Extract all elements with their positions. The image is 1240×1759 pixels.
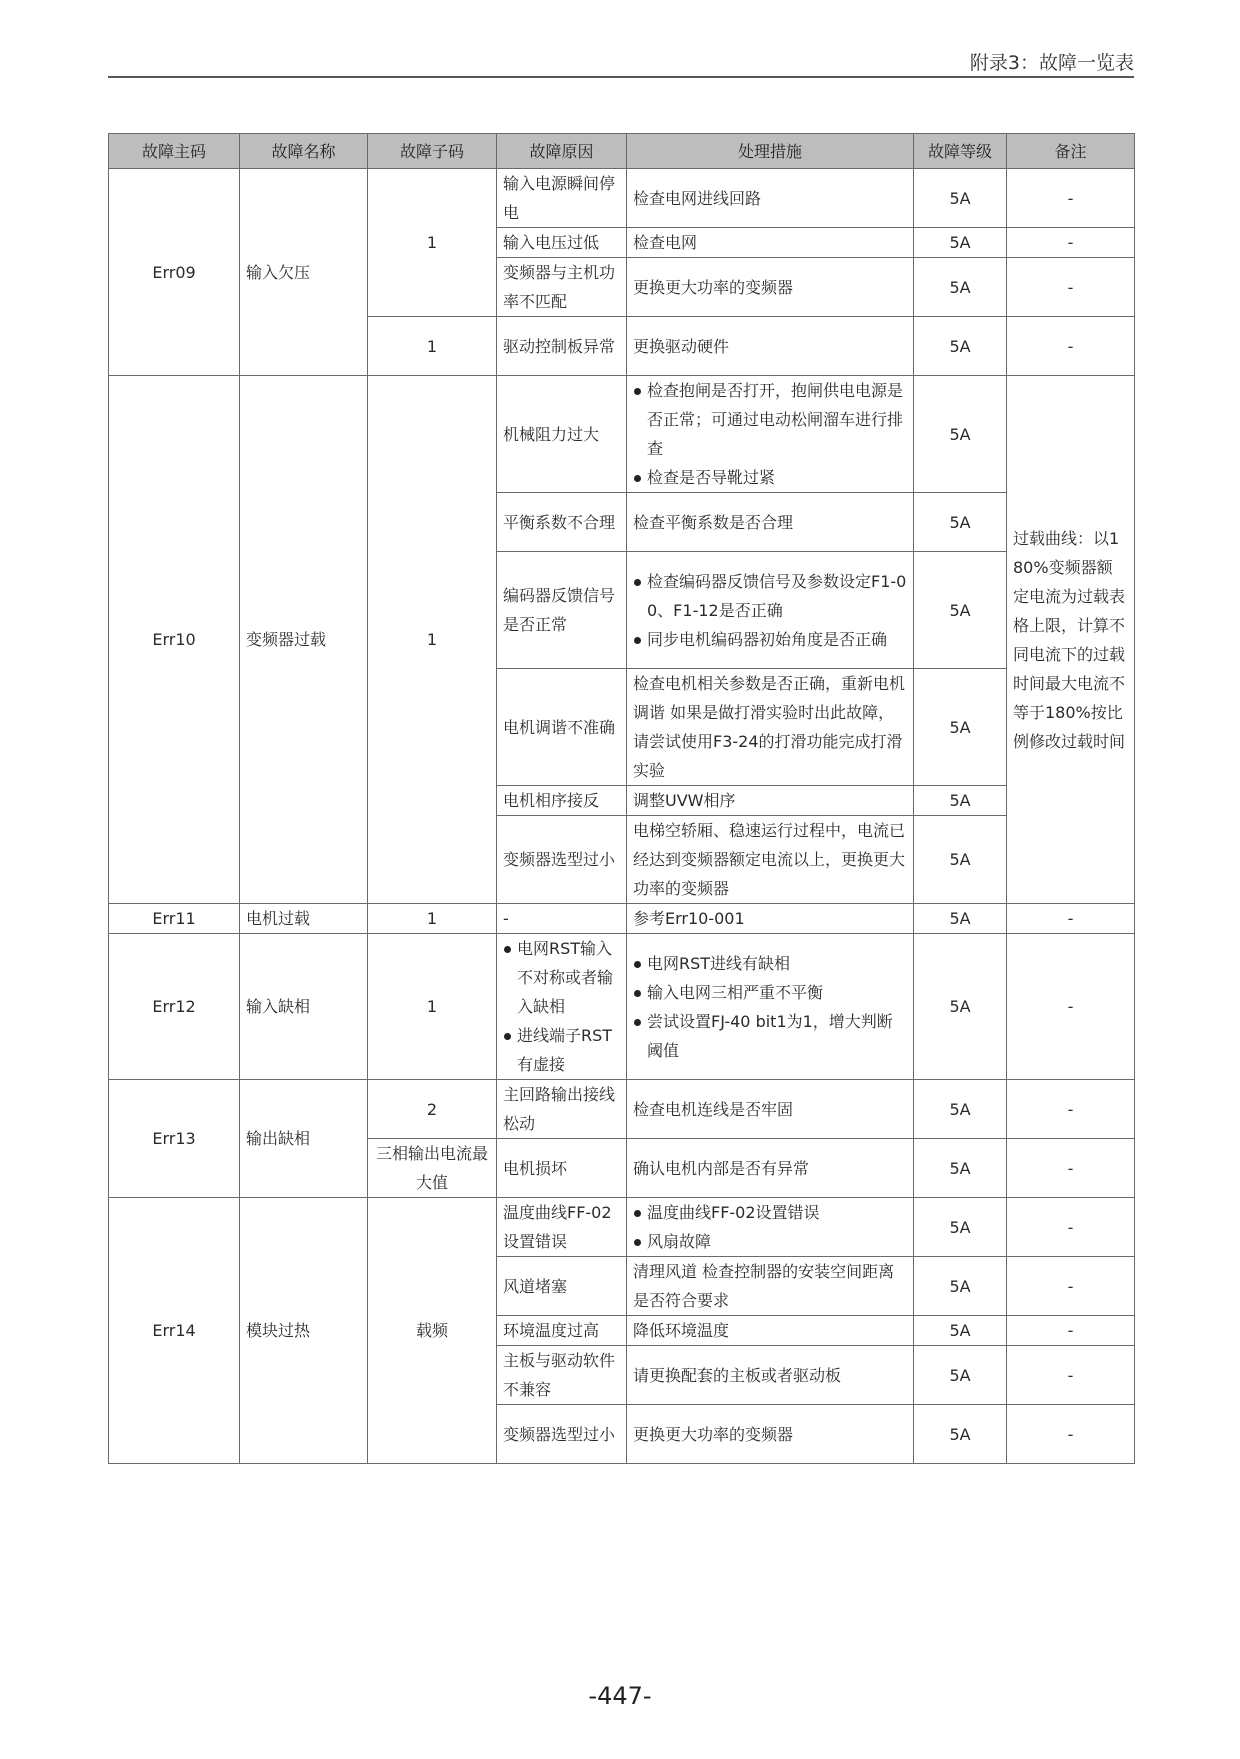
sub-code: 2 <box>368 1080 497 1139</box>
fault-level: 5A <box>914 786 1007 816</box>
fault-cause: 编码器反馈信号是否正常 <box>497 552 627 669</box>
fault-action: 请更换配套的主板或者驱动板 <box>627 1346 914 1405</box>
sub-code: 三相输出电流最大值 <box>368 1139 497 1198</box>
column-header-fault-name: 故障名称 <box>240 134 368 169</box>
page-header-title: 附录3：故障一览表 <box>969 52 1134 74</box>
table-row <box>109 169 1135 228</box>
fault-level: 5A <box>914 228 1007 258</box>
fault-name: 电机过载 <box>240 904 368 934</box>
fault-note: - <box>1007 1080 1135 1139</box>
fault-cause: 环境温度过高 <box>497 1316 627 1346</box>
fault-action: 调整UVW相序 <box>627 786 914 816</box>
fault-action: 降低环境温度 <box>627 1316 914 1346</box>
fault-cause: 变频器与主机功率不匹配 <box>497 258 627 317</box>
table-row <box>109 376 1135 493</box>
fault-name: 输出缺相 <box>240 1080 368 1198</box>
fault-action: 参考Err10-001 <box>627 904 914 934</box>
fault-level: 5A <box>914 1405 1007 1464</box>
fault-cause: 电机损坏 <box>497 1139 627 1198</box>
fault-level: 5A <box>914 552 1007 669</box>
fault-action: 电梯空轿厢、稳速运行过程中，电流已经达到变频器额定电流以上，更换更大功率的变频器 <box>627 816 914 904</box>
action-bullet: 检查抱闸是否打开，抱闸供电电源是否正常；可通过电动松闸溜车进行排查 <box>633 376 907 463</box>
fault-level: 5A <box>914 376 1007 493</box>
fault-code: Err14 <box>109 1198 240 1464</box>
fault-level: 5A <box>914 317 1007 376</box>
fault-note: - <box>1007 904 1135 934</box>
fault-action: 更换更大功率的变频器 <box>627 1405 914 1464</box>
fault-code: Err10 <box>109 376 240 904</box>
fault-cause: 主回路输出接线松动 <box>497 1080 627 1139</box>
fault-code: Err12 <box>109 934 240 1080</box>
action-bullet: 温度曲线FF-02设置错误 <box>633 1198 907 1227</box>
fault-cause: 平衡系数不合理 <box>497 493 627 552</box>
fault-level: 5A <box>914 1257 1007 1316</box>
column-header-cause: 故障原因 <box>497 134 627 169</box>
sub-code: 1 <box>368 169 497 317</box>
table-row <box>109 1198 1135 1257</box>
fault-cause: 驱动控制板异常 <box>497 317 627 376</box>
fault-level: 5A <box>914 904 1007 934</box>
sub-code: 1 <box>368 934 497 1080</box>
cause-bullet: 进线端子RST有虚接 <box>503 1021 620 1079</box>
action-bullet: 检查是否导靴过紧 <box>633 463 907 492</box>
fault-note: - <box>1007 934 1135 1080</box>
fault-note: - <box>1007 228 1135 258</box>
fault-action: 清理风道 检查控制器的安装空间距离是否符合要求 <box>627 1257 914 1316</box>
action-bullet: 电网RST进线有缺相 <box>633 949 907 978</box>
fault-action: 检查电网 <box>627 228 914 258</box>
sub-code: 1 <box>368 904 497 934</box>
table-row <box>109 1080 1135 1139</box>
column-header-level: 故障等级 <box>914 134 1007 169</box>
column-header-action: 处理措施 <box>627 134 914 169</box>
fault-action <box>627 1198 914 1257</box>
table-header-row <box>109 134 1135 169</box>
fault-note: - <box>1007 1405 1135 1464</box>
fault-level: 5A <box>914 816 1007 904</box>
fault-level: 5A <box>914 1198 1007 1257</box>
fault-note: 过载曲线：以180%变频器额定电流为过载表格上限，计算不同电流下的过载时间最大电流不等于180%按比例修改过载时间 <box>1007 376 1135 904</box>
fault-note: - <box>1007 1316 1135 1346</box>
fault-note: - <box>1007 258 1135 317</box>
fault-action: 检查电网进线回路 <box>627 169 914 228</box>
fault-action <box>627 552 914 669</box>
fault-cause: 温度曲线FF-02设置错误 <box>497 1198 627 1257</box>
action-bullet: 尝试设置FJ-40 bit1为1，增大判断阈值 <box>633 1007 907 1065</box>
action-bullet: 检查编码器反馈信号及参数设定F1-00、F1-12是否正确 <box>633 567 907 625</box>
fault-action: 检查电机连线是否牢固 <box>627 1080 914 1139</box>
action-bullet: 风扇故障 <box>633 1227 907 1256</box>
fault-cause: 电机调谐不准确 <box>497 669 627 786</box>
fault-action: 更换更大功率的变频器 <box>627 258 914 317</box>
fault-note: - <box>1007 1346 1135 1405</box>
fault-level: 5A <box>914 934 1007 1080</box>
column-header-note: 备注 <box>1007 134 1135 169</box>
fault-level: 5A <box>914 493 1007 552</box>
table-row <box>109 934 1135 1080</box>
fault-action: 检查电机相关参数是否正确，重新电机调谐 如果是做打滑实验时出此故障，请尝试使用F3-24的打滑功能完成打滑实验 <box>627 669 914 786</box>
fault-cause: 输入电源瞬间停电 <box>497 169 627 228</box>
fault-code: Err11 <box>109 904 240 934</box>
fault-level: 5A <box>914 1316 1007 1346</box>
fault-cause: 变频器选型过小 <box>497 1405 627 1464</box>
fault-note: - <box>1007 1198 1135 1257</box>
fault-name: 输入缺相 <box>240 934 368 1080</box>
fault-note: - <box>1007 1139 1135 1198</box>
header-divider <box>108 76 1134 78</box>
fault-level: 5A <box>914 169 1007 228</box>
column-header-fault-code: 故障主码 <box>109 134 240 169</box>
table-row <box>109 904 1135 934</box>
fault-code: Err09 <box>109 169 240 376</box>
fault-cause: 风道堵塞 <box>497 1257 627 1316</box>
fault-level: 5A <box>914 258 1007 317</box>
fault-name: 模块过热 <box>240 1198 368 1464</box>
action-bullet: 同步电机编码器初始角度是否正确 <box>633 625 907 654</box>
fault-name: 输入欠压 <box>240 169 368 376</box>
fault-level: 5A <box>914 1139 1007 1198</box>
sub-code: 1 <box>368 376 497 904</box>
fault-action <box>627 934 914 1080</box>
fault-list-table <box>108 133 1135 1464</box>
fault-cause: 主板与驱动软件不兼容 <box>497 1346 627 1405</box>
fault-cause: 变频器选型过小 <box>497 816 627 904</box>
fault-note: - <box>1007 317 1135 376</box>
sub-code: 1 <box>368 317 497 376</box>
fault-action: 确认电机内部是否有异常 <box>627 1139 914 1198</box>
fault-level: 5A <box>914 669 1007 786</box>
fault-cause: 机械阻力过大 <box>497 376 627 493</box>
fault-cause: 电机相序接反 <box>497 786 627 816</box>
fault-code: Err13 <box>109 1080 240 1198</box>
column-header-sub-code: 故障子码 <box>368 134 497 169</box>
fault-action: 更换驱动硬件 <box>627 317 914 376</box>
cause-bullet: 电网RST输入不对称或者输入缺相 <box>503 934 620 1021</box>
fault-note: - <box>1007 169 1135 228</box>
fault-cause: 输入电压过低 <box>497 228 627 258</box>
fault-name: 变频器过载 <box>240 376 368 904</box>
fault-note: - <box>1007 1257 1135 1316</box>
fault-action: 检查平衡系数是否合理 <box>627 493 914 552</box>
fault-level: 5A <box>914 1080 1007 1139</box>
action-bullet: 输入电网三相严重不平衡 <box>633 978 907 1007</box>
page-number: -447- <box>588 1682 652 1710</box>
fault-cause <box>497 934 627 1080</box>
fault-action <box>627 376 914 493</box>
fault-level: 5A <box>914 1346 1007 1405</box>
fault-cause: - <box>497 904 627 934</box>
sub-code: 载频 <box>368 1198 497 1464</box>
